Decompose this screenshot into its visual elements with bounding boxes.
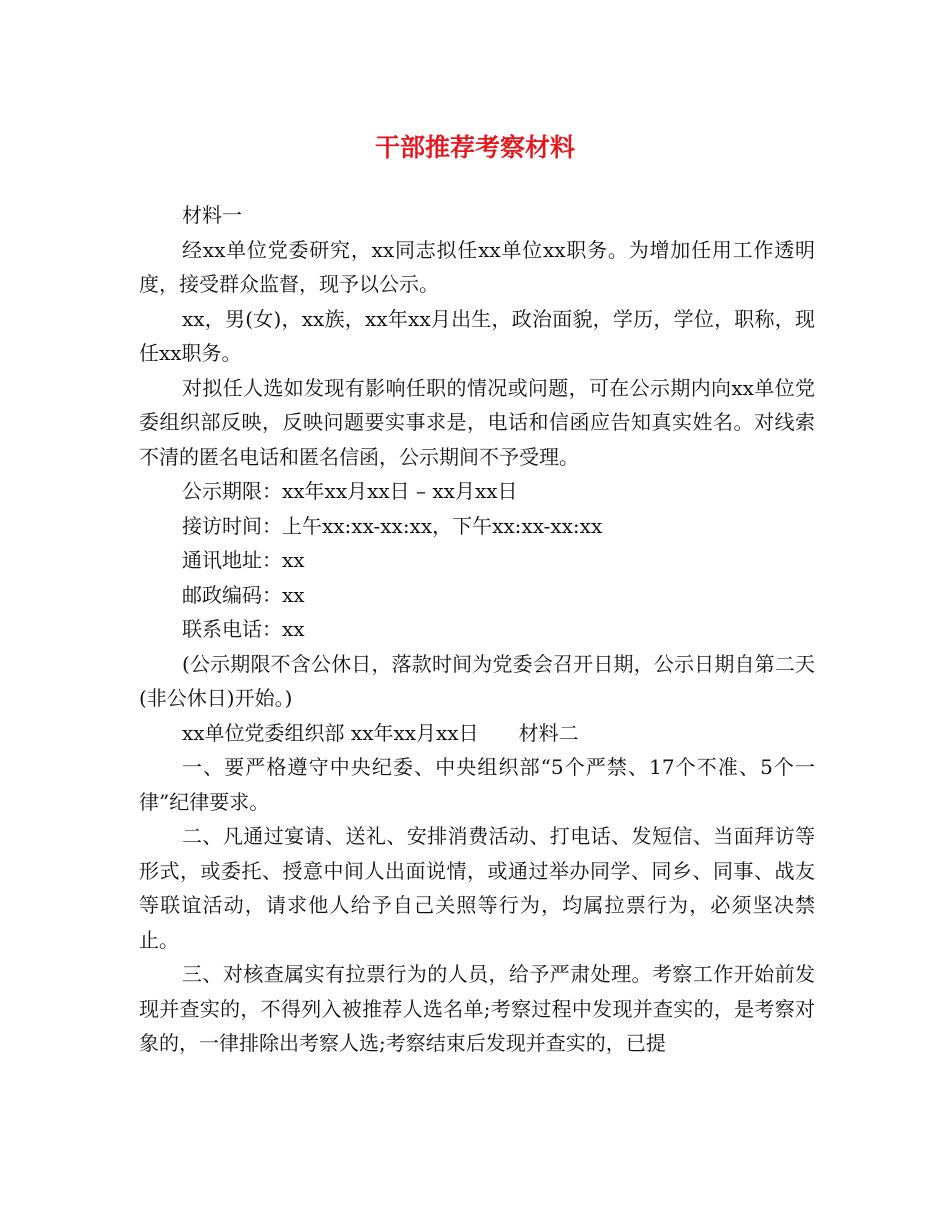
paragraph-announcement: 经xx单位党委研究，xx同志拟任xx单位xx职务。为增加任用工作透明度，接受群众监督，现予以公示。 <box>139 237 815 296</box>
paragraph-candidate-info: xx，男(女)，xx族，xx年xx月出生，政治面貌，学历，学位，职称，现任xx职务。 <box>139 306 815 365</box>
paragraph-material-one-heading: 材料一 <box>182 203 242 227</box>
paragraph-reception-hours: 接访时间：上午xx:xx-xx:xx，下午xx:xx-xx:xx <box>182 513 603 538</box>
paragraph-rule-three: 三、对核查属实有拉票行为的人员，给予严肃处理。考察工作开始前发现并查实的，不得列入被推荐人选名单;考察过程中发现并查实的，是考察对象的，一律排除出考察人选;考察结束后发现并查实的，已提 <box>139 962 815 1055</box>
paragraph-mailing-address: 通讯地址：xx <box>182 548 305 572</box>
paragraph-rule-one: 一、要严格遵守中央纪委、中央组织部“5个严禁、17个不准、5个一律”纪律要求。 <box>139 755 815 814</box>
document-title: 干部推荐考察材料 <box>374 133 575 162</box>
paragraph-contact-phone: 联系电话：xx <box>182 617 305 641</box>
paragraph-feedback-instructions: 对拟任人选如发现有影响任职的情况或问题，可在公示期内向xx单位党委组织部反映，反映问题要实事求是，电话和信函应告知真实姓名。对线索不清的匿名电话和匿名信函，公示期间不予受理。 <box>139 375 815 469</box>
paragraph-signature-material-two: xx单位党委组织部 xx年xx月xx日 材料二 <box>182 720 579 745</box>
document-body <box>139 198 815 1061</box>
paragraph-postal-code: 邮政编码：xx <box>182 582 305 607</box>
paragraph-publicity-period: 公示期限：xx年xx月xx日 – xx月xx日 <box>182 479 518 503</box>
paragraph-publicity-note: (公示期限不含公休日，落款时间为党委会召开日期，公示日期自第二天(非公休日)开始。) <box>139 651 815 710</box>
paragraph-rule-two: 二、凡通过宴请、送礼、安排消费活动、打电话、发短信、当面拜访等形式，或委托、授意中间人出面说情，或通过举办同学、同乡、同事、战友等联谊活动，请求他人给予自己关照等行为，均属拉票行为，必须坚决禁止。 <box>139 824 815 952</box>
